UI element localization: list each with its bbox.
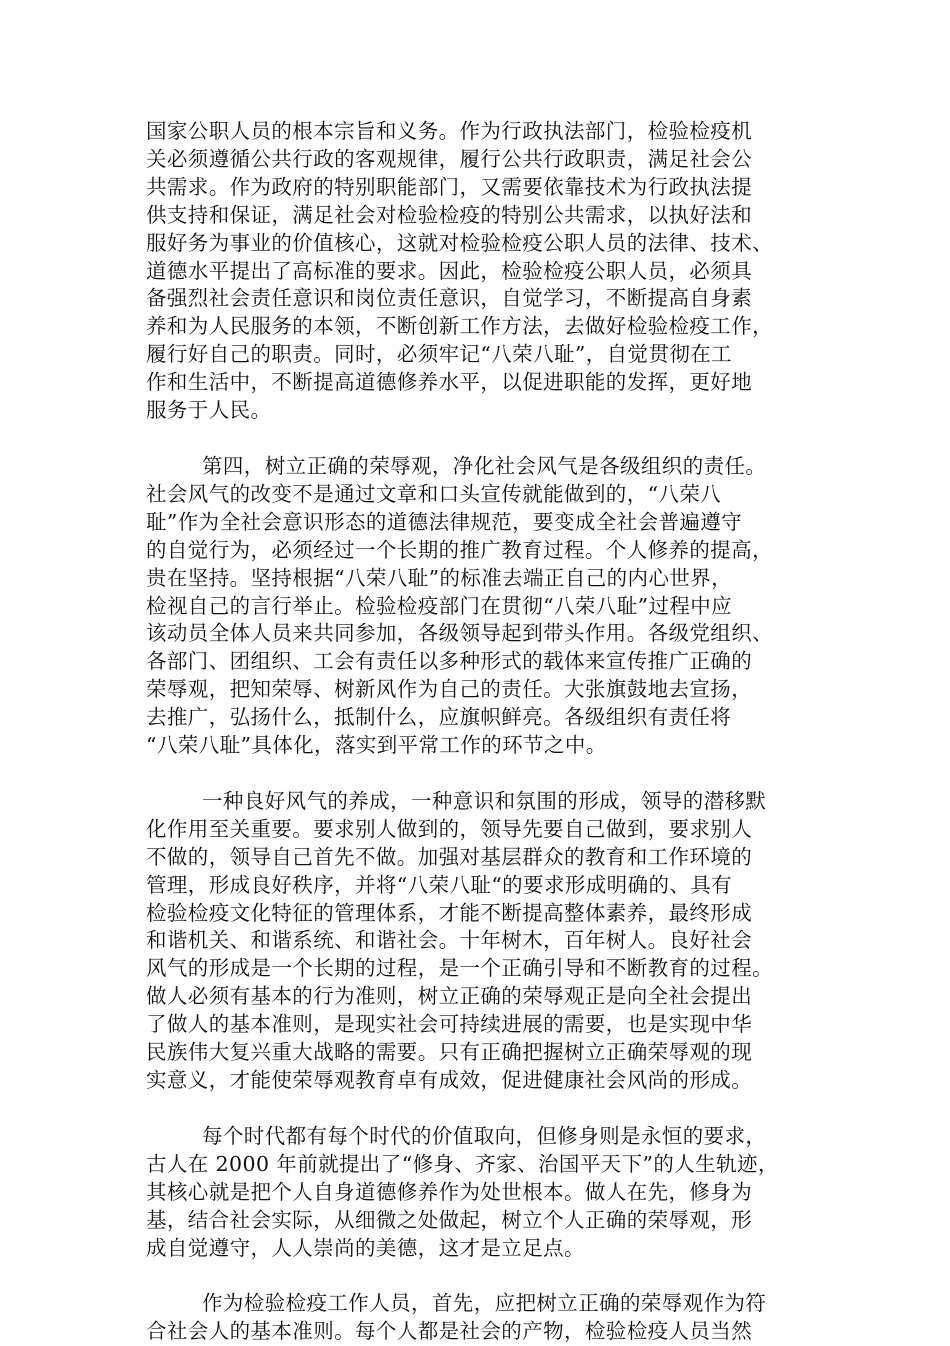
text-line: 国家公职人员的根本宗旨和义务。作为行政执法部门，检验检疫机: [146, 119, 753, 143]
document-body: [146, 118, 826, 1346]
text-line: 履行好自己的职责。同时，必须牢记“八荣八耻”，自觉贯彻在工: [146, 342, 733, 367]
text-line: 风气的形成是一个长期的过程，是一个正确引导和不断教育的过程。: [146, 956, 773, 981]
text-line: 成自觉遵守，人人崇尚的美德，这才是立足点。: [146, 1235, 585, 1260]
text-line: 服好务为事业的价值核心，这就对检验检疫公职人员的法律、技术、: [146, 230, 773, 255]
text-line: 和谐机关、和谐系统、和谐社会。十年树木，百年树人。良好社会: [146, 928, 753, 953]
text-line: 社会风气的改变不是通过文章和口头宣传就能做到的，“八荣八: [146, 481, 722, 506]
text-line: 合社会人的基本准则。每个人都是社会的产物，检验检疫人员当然: [146, 1319, 753, 1344]
text-line: 去推广，弘扬什么，抵制什么，应旗帜鲜亮。各级组织有责任将: [146, 705, 732, 730]
text-line: 一种良好风气的养成，一种意识和氛围的形成，领导的潜移默: [202, 788, 767, 813]
text-line: 该动员全体人员来共同参加，各级领导起到带头作用。各级党组织、: [146, 621, 773, 646]
paragraph: [146, 118, 826, 425]
text-line: 古人在 2000 年前就提出了“修身、齐家、治国平天下”的人生轨迹，: [146, 1151, 779, 1176]
text-line: 的自觉行为，必须经过一个长期的推广教育过程。个人修养的提高，: [146, 537, 773, 562]
text-line: 做人必须有基本的行为准则，树立正确的荣辱观正是向全社会提出: [146, 984, 753, 1009]
text-line: 不做的，领导自己首先不做。加强对基层群众的教育和工作环境的: [146, 844, 753, 869]
text-line: 供支持和保证，满足社会对检验检疫的特别公共需求，以执好法和: [146, 202, 753, 227]
text-line: 实意义，才能使荣辱观教育卓有成效，促进健康社会风尚的形成。: [146, 1068, 753, 1092]
text-line: “八荣八耻”具体化，落实到平常工作的环节之中。: [146, 733, 607, 758]
paragraph: [146, 1290, 826, 1346]
text-line: 化作用至关重要。要求别人做到的，领导先要自己做到，要求别人: [146, 816, 753, 841]
text-line: 备强烈社会责任意识和岗位责任意识，自觉学习，不断提高自身素: [146, 286, 753, 311]
paragraph: [146, 1123, 826, 1263]
text-line: 作和生活中，不断提高道德修养水平，以促进职能的发挥，更好地: [146, 370, 753, 395]
text-line: 其核心就是把个人自身道德修养作为处世根本。做人在先，修身为: [146, 1179, 753, 1204]
text-line: 服务于人民。: [146, 398, 272, 423]
text-line: 作为检验检疫工作人员，首先，应把树立正确的荣辱观作为符: [202, 1291, 767, 1316]
text-line: 荣辱观，把知荣辱、树新风作为自己的责任。大张旗鼓地去宣扬，: [146, 677, 753, 702]
text-line: 基，结合社会实际，从细微之处做起，树立个人正确的荣辱观，形: [146, 1207, 753, 1232]
text-line: 检视自己的言行举止。检验检疫部门在贯彻“八荣八耻”过程中应: [146, 593, 733, 618]
text-line: 民族伟大复兴重大战略的需要。只有正确把握树立正确荣辱观的现: [146, 1040, 753, 1065]
text-line: 第四，树立正确的荣辱观，净化社会风气是各级组织的责任。: [202, 453, 767, 478]
paragraph: [146, 788, 826, 1095]
text-line: 共需求。作为政府的特别职能部门，又需要依靠技术为行政执法提: [146, 174, 753, 199]
text-line: 道德水平提出了高标准的要求。因此，检验检疫公职人员，必须具: [146, 258, 753, 283]
text-line: 贵在坚持。坚持根据“八荣八耻”的标准去端正自己的内心世界，: [146, 565, 733, 590]
text-line: 了做人的基本准则，是现实社会可持续进展的需要，也是实现中华: [146, 1012, 753, 1037]
paragraph: [146, 453, 826, 760]
text-line: 检验检疫文化特征的管理体系，才能不断提高整体素养，最终形成: [146, 900, 753, 925]
text-line: 每个时代都有每个时代的价值取向，但修身则是永恒的要求，: [202, 1123, 767, 1148]
text-line: 管理，形成良好秩序，并将“八荣八耻“的要求形成明确的、具有: [146, 872, 733, 897]
text-line: 关必须遵循公共行政的客观规律，履行公共行政职责，满足社会公: [146, 146, 753, 171]
text-line: 耻”作为全社会意识形态的道德法律规范，要变成全社会普遍遵守: [146, 509, 743, 534]
text-line: 养和为人民服务的本领，不断创新工作方法，去做好检验检疫工作，: [146, 314, 773, 339]
text-line: 各部门、团组织、工会有责任以多种形式的载体来宣传推广正确的: [146, 649, 753, 674]
